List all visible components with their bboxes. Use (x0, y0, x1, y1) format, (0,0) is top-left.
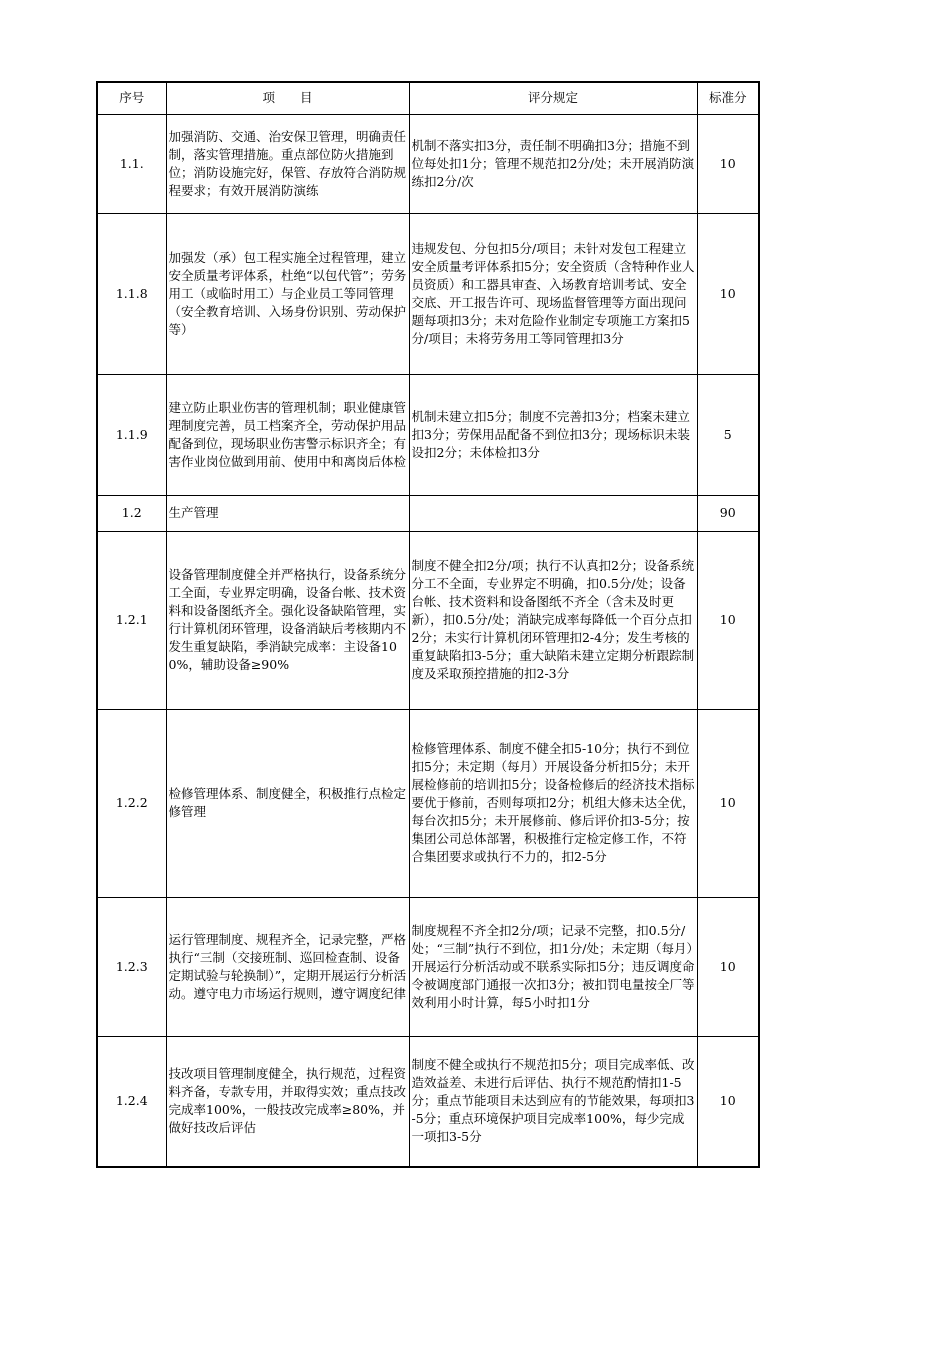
table-header-row (97, 82, 759, 114)
row-rule: 检修管理体系、制度不健全扣5-10分；执行不到位扣5分；未定期（每月）开展设备分析扣5分；未开展检修前的培训扣5分；设备检修后的经济技术指标要优于修前，否则每项扣2分；机组大修未达全优，每台次扣5分；未开展修前、修后评价扣3-5分；按集团公司总体部署，积极推行定检定修工作，不符合集团要求或执行不力的，扣2-5分 (409, 709, 697, 897)
row-item: 检修管理体系、制度健全，积极推行点检定修管理 (166, 709, 409, 897)
row-score: 10 (697, 897, 759, 1036)
row-score: 10 (697, 114, 759, 213)
row-score: 10 (697, 213, 759, 374)
row-item: 加强消防、交通、治安保卫管理，明确责任制，落实管理措施。重点部位防火措施到位；消防设施完好，保管、存放符合消防规程要求；有效开展消防演练 (166, 114, 409, 213)
table-row (97, 1036, 759, 1167)
header-score: 标准分 (697, 82, 759, 114)
row-score: 10 (697, 531, 759, 709)
row-no: 1.2 (97, 495, 166, 531)
header-rule: 评分规定 (409, 82, 697, 114)
row-no: 1.2.1 (97, 531, 166, 709)
row-item: 设备管理制度健全并严格执行，设备系统分工全面，专业界定明确，设备台帐、技术资料和设备图纸齐全。强化设备缺陷管理，实行计算机闭环管理，设备消缺后考核期内不发生重复缺陷，季消缺完成率：主设备100%，辅助设备≥90% (166, 531, 409, 709)
table-row (97, 374, 759, 495)
row-score: 90 (697, 495, 759, 531)
row-score: 10 (697, 709, 759, 897)
row-rule: 制度不健全或执行不规范扣5分；项目完成率低、改造效益差、未进行后评估、执行不规范酌情扣1-5分；重点节能项目未达到应有的节能效果，每项扣3-5分；重点环境保护项目完成率100%，每少完成一项扣3-5分 (409, 1036, 697, 1167)
row-no: 1.1. (97, 114, 166, 213)
header-item: 项 目 (166, 82, 409, 114)
row-rule (409, 495, 697, 531)
row-item: 生产管理 (166, 495, 409, 531)
table-row (97, 531, 759, 709)
table-row (97, 495, 759, 531)
header-no: 序号 (97, 82, 166, 114)
row-item: 运行管理制度、规程齐全，记录完整，严格执行“三制（交接班制、巡回检查制、设备定期试验与轮换制）”，定期开展运行分析活动。遵守电力市场运行规则，遵守调度纪律 (166, 897, 409, 1036)
row-score: 5 (697, 374, 759, 495)
row-rule: 违规发包、分包扣5分/项目；未针对发包工程建立安全质量考评体系扣5分；安全资质（含特种作业人员资质）和工器具审查、入场教育培训考试、安全交底、开工报告许可、现场监督管理等方面出现问题每项扣3分；未对危险作业制定专项施工方案扣5分/项目；未将劳务用工等同管理扣3分 (409, 213, 697, 374)
row-item: 加强发（承）包工程实施全过程管理，建立安全质量考评体系，杜绝“以包代管”；劳务用工（或临时用工）与企业员工等同管理（安全教育培训、入场身份识别、劳动保护等） (166, 213, 409, 374)
row-no: 1.2.2 (97, 709, 166, 897)
row-no: 1.1.9 (97, 374, 166, 495)
row-rule: 制度规程不齐全扣2分/项；记录不完整，扣0.5分/处；“三制”执行不到位，扣1分/处；未定期（每月）开展运行分析活动或不联系实际扣5分；违反调度命令被调度部门通报一次扣3分；被扣罚电量按全厂等效利用小时计算，每5小时扣1分 (409, 897, 697, 1036)
row-no: 1.1.8 (97, 213, 166, 374)
scoring-table (96, 81, 760, 1168)
row-score: 10 (697, 1036, 759, 1167)
row-item: 技改项目管理制度健全，执行规范，过程资料齐备，专款专用，并取得实效；重点技改完成率100%，一般技改完成率≥80%，并做好技改后评估 (166, 1036, 409, 1167)
row-rule: 制度不健全扣2分/项；执行不认真扣2分；设备系统分工不全面，专业界定不明确，扣0.5分/处；设备台帐、技术资料和设备图纸不齐全（含未及时更新），扣0.5分/处；消缺完成率每降低一个百分点扣2分；未实行计算机闭环管理扣2-4分；发生考核的重复缺陷扣3-5分；重大缺陷未建立定期分析跟踪制度及采取预控措施的扣2-3分 (409, 531, 697, 709)
row-rule: 机制不落实扣3分，责任制不明确扣3分；措施不到位每处扣1分；管理不规范扣2分/处；未开展消防演练扣2分/次 (409, 114, 697, 213)
row-no: 1.2.4 (97, 1036, 166, 1167)
row-no: 1.2.3 (97, 897, 166, 1036)
row-rule: 机制未建立扣5分；制度不完善扣3分；档案未建立扣3分；劳保用品配备不到位扣3分；现场标识未装设扣2分；未体检扣3分 (409, 374, 697, 495)
table-row (97, 213, 759, 374)
row-item: 建立防止职业伤害的管理机制；职业健康管理制度完善，员工档案齐全，劳动保护用品配备到位，现场职业伤害警示标识齐全；有害作业岗位做到用前、使用中和离岗后体检 (166, 374, 409, 495)
table-row (97, 114, 759, 213)
table-row (97, 897, 759, 1036)
table-row (97, 709, 759, 897)
